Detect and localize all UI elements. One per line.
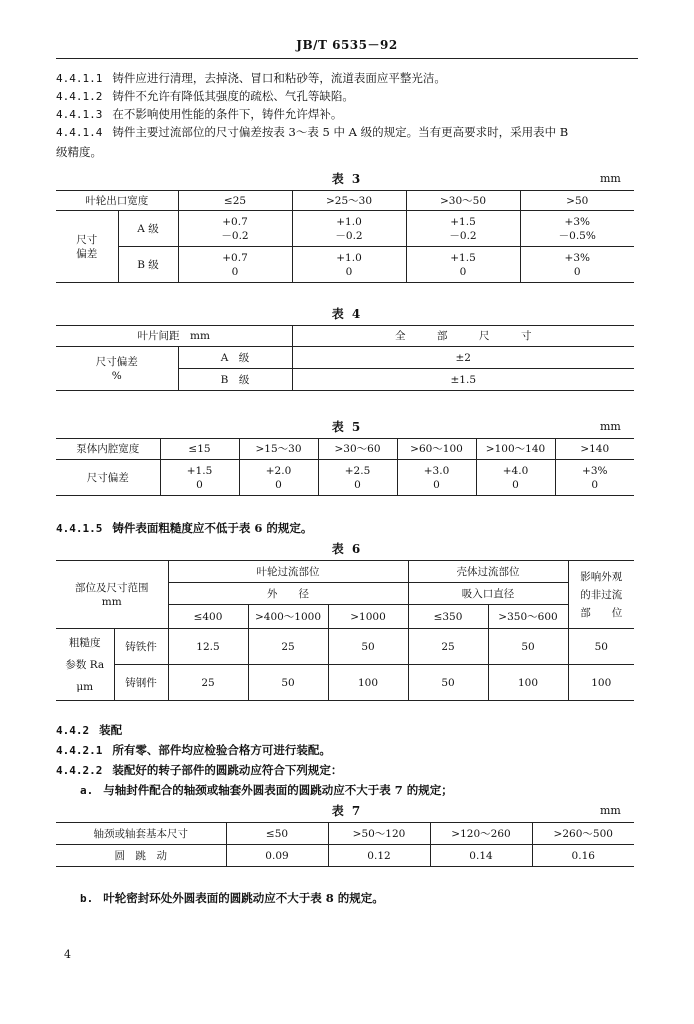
table4-grade-b: B 级 xyxy=(178,369,292,391)
table5-header-cell: >15～30 xyxy=(239,439,318,460)
table5-row-label: 尺寸偏差 xyxy=(56,460,160,496)
table6-cell: 25 xyxy=(248,629,328,665)
table7-caption: 表 7 xyxy=(331,804,363,818)
table5-header-cell: >30～60 xyxy=(318,439,397,460)
table6-cell: 25 xyxy=(408,629,488,665)
paragraph-4-4-1-1: 4.4.1.1 铸件应进行清理，去掉浇、冒口和粘砂等，流道表面应平整光洁。 xyxy=(56,71,446,85)
table6-cell: 100 xyxy=(568,665,634,701)
table5-header-cell: >60～100 xyxy=(397,439,476,460)
table3-cell: +0.7 0 xyxy=(178,247,292,283)
table4-grade-a: A 级 xyxy=(178,347,292,369)
table4-header-left: 叶片间距 mm xyxy=(56,326,292,347)
table3-cell: +3% 0 xyxy=(520,247,634,283)
table6-cell: 50 xyxy=(248,665,328,701)
table6-cell: 50 xyxy=(328,629,408,665)
table-7 xyxy=(56,822,634,867)
table6-cell: 50 xyxy=(488,629,568,665)
table4-cell: ±1.5 xyxy=(292,369,634,391)
table3-cell: +3% －0.5% xyxy=(520,211,634,247)
table5-cell: +2.0 0 xyxy=(239,460,318,496)
table6-affect-header: 影响外观 的非过流 部 位 xyxy=(568,561,634,629)
table3-header-cell: ≤25 xyxy=(178,191,292,211)
table3-caption: 表 3 xyxy=(331,172,363,186)
table7-header-label: 轴颈或轴套基本尺寸 xyxy=(56,823,226,845)
table6-roughness-label: 粗糙度 参数 Ra μm xyxy=(56,629,114,701)
table3-header-label: 叶轮出口宽度 xyxy=(56,191,178,211)
table5-cell: +3% 0 xyxy=(555,460,634,496)
table3-grade-a: A 级 xyxy=(118,211,178,247)
table5-header-cell: >140 xyxy=(555,439,634,460)
table4-row-label: 尺寸偏差 % xyxy=(56,347,178,391)
table7-header-cell: >50～120 xyxy=(328,823,430,845)
table6-impeller-group: 叶轮过流部位 xyxy=(168,561,408,583)
table6-range: ≤350 xyxy=(408,605,488,629)
paragraph-item-a: a. 与轴封件配合的轴颈或轴套外圆表面的圆跳动应不大于表 7 的规定； xyxy=(80,783,453,797)
table5-header-label: 泵体内腔宽度 xyxy=(56,439,160,460)
paragraph-4-4-1-2: 4.4.1.2 铸件不允许有降低其强度的疏松、气孔等缺陷。 xyxy=(56,89,354,103)
paragraph-4-4-2: 4.4.2 装配 xyxy=(56,723,123,737)
paragraph-4-4-1-3: 4.4.1.3 在不影响使用性能的条件下，铸件允许焊补。 xyxy=(56,107,343,121)
table5-unit: mm xyxy=(600,420,621,433)
table5-header-cell: >100～140 xyxy=(476,439,555,460)
table6-cell: 50 xyxy=(408,665,488,701)
table3-cell: +1.5 0 xyxy=(406,247,520,283)
table7-cell: 0.14 xyxy=(430,845,532,867)
table6-range: >400～1000 xyxy=(248,605,328,629)
table6-outer-dia: 外 径 xyxy=(168,583,408,605)
table3-header-cell: >50 xyxy=(520,191,634,211)
table5-caption: 表 5 xyxy=(331,420,363,434)
table6-cell: 50 xyxy=(568,629,634,665)
table4-cell: ±2 xyxy=(292,347,634,369)
table5-cell: +1.5 0 xyxy=(160,460,239,496)
table3-unit: mm xyxy=(600,172,621,185)
table6-range: >350～600 xyxy=(488,605,568,629)
paragraph-item-b: b. 叶轮密封环处外圆表面的圆跳动应不大于表 8 的规定。 xyxy=(80,891,384,905)
table6-suction-dia: 吸入口直径 xyxy=(408,583,568,605)
page-number: 4 xyxy=(64,948,71,961)
table6-range: ≤400 xyxy=(168,605,248,629)
table7-header-cell: >260～500 xyxy=(532,823,634,845)
table6-cell: 100 xyxy=(328,665,408,701)
table7-header-cell: ≤50 xyxy=(226,823,328,845)
table6-cell: 25 xyxy=(168,665,248,701)
paragraph-4-4-1-4: 4.4.1.4 铸件主要过流部位的尺寸偏差按表 3～表 5 中 A 级的规定。当有更高要求时，采用表中 B xyxy=(56,125,569,139)
table3-cell: +1.0 0 xyxy=(292,247,406,283)
table7-header-cell: >120～260 xyxy=(430,823,532,845)
table7-cell: 0.12 xyxy=(328,845,430,867)
table3-grade-b: B 级 xyxy=(118,247,178,283)
table6-range: >1000 xyxy=(328,605,408,629)
table5-header-cell: ≤15 xyxy=(160,439,239,460)
header-rule xyxy=(56,58,638,59)
paragraph-4-4-1-4-cont: 级精度。 xyxy=(56,145,102,159)
document-header: JB/T 6535－92 xyxy=(296,38,398,52)
paragraph-4-4-2-2: 4.4.2.2 装配好的转子部件的圆跳动应符合下列规定： xyxy=(56,763,343,777)
table3-header-cell: >25～30 xyxy=(292,191,406,211)
table4-header-right: 全 部 尺 寸 xyxy=(292,326,634,347)
table5-cell: +3.0 0 xyxy=(397,460,476,496)
table6-corner: 部位及尺寸范围 mm xyxy=(56,561,168,629)
table7-row-label: 圆 跳 动 xyxy=(56,845,226,867)
table-4 xyxy=(56,325,634,391)
table6-cell: 12.5 xyxy=(168,629,248,665)
table6-casing-group: 壳体过流部位 xyxy=(408,561,568,583)
table6-steel-label: 铸钢件 xyxy=(114,665,168,701)
table-6 xyxy=(56,560,634,701)
table3-cell: +1.5 －0.2 xyxy=(406,211,520,247)
table7-cell: 0.09 xyxy=(226,845,328,867)
table6-iron-label: 铸铁件 xyxy=(114,629,168,665)
table3-cell: +1.0 －0.2 xyxy=(292,211,406,247)
table-5 xyxy=(56,438,634,496)
table3-header-cell: >30～50 xyxy=(406,191,520,211)
table7-cell: 0.16 xyxy=(532,845,634,867)
table6-caption: 表 6 xyxy=(331,542,363,556)
table5-cell: +2.5 0 xyxy=(318,460,397,496)
table-3 xyxy=(56,190,634,283)
table4-caption: 表 4 xyxy=(331,307,363,321)
paragraph-4-4-1-5: 4.4.1.5 铸件表面粗糙度应不低于表 6 的规定。 xyxy=(56,521,313,535)
table3-row-label: 尺寸 偏差 xyxy=(56,211,118,283)
table3-cell: +0.7 －0.2 xyxy=(178,211,292,247)
table7-unit: mm xyxy=(600,804,621,817)
paragraph-4-4-2-1: 4.4.2.1 所有零、部件均应检验合格方可进行装配。 xyxy=(56,743,331,757)
table5-cell: +4.0 0 xyxy=(476,460,555,496)
table6-cell: 100 xyxy=(488,665,568,701)
